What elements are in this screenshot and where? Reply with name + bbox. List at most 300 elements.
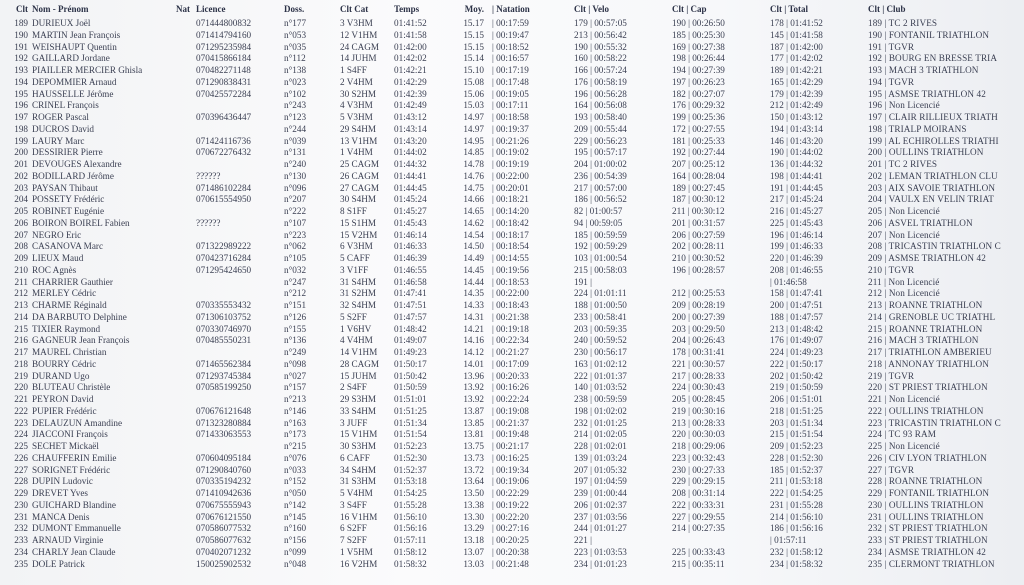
cell-total: 200 | 01:47:51: [770, 300, 823, 310]
cell-dossard: n°098: [284, 358, 307, 369]
cell-licence: 070615554950: [196, 194, 252, 205]
cell-moyenne: 14.16: [463, 335, 484, 346]
cell-natation: | 00:21:17: [492, 441, 529, 451]
cell-club: 208 | TRICASTIN TRIATHLON C: [868, 241, 1001, 252]
cell-moyenne: 13.29: [463, 523, 484, 534]
cell-moyenne: 15.03: [463, 100, 484, 111]
cell-clt-cat: 8 S1FF: [340, 206, 367, 216]
cell-dossard: n°155: [284, 323, 307, 334]
cell-velo: 215 | 00:58:03: [574, 264, 627, 275]
cell-club: 226 | CIV LYON TRIATHLON: [868, 452, 987, 463]
cell-clt: 196: [14, 100, 28, 111]
cell-natation: | 00:19:02: [492, 147, 529, 158]
cell-natation: | 00:19:56: [492, 264, 529, 275]
cell-total: 216 | 01:45:27: [770, 206, 823, 216]
cell-cap: 192 | 00:27:44: [672, 147, 725, 158]
cell-dossard: n°249: [284, 347, 307, 357]
cell-temps: 01:42:00: [394, 41, 427, 52]
cell-clt: 201: [14, 159, 28, 169]
cell-licence: 070675555943: [196, 499, 252, 510]
cell-velo: 163 | 01:02:12: [574, 358, 627, 369]
cell-moyenne: 14.78: [463, 159, 484, 169]
header-club: Clt | Club: [868, 4, 906, 14]
cell-natation: | 00:21:26: [492, 135, 529, 146]
cell-nom-prenom: GUICHARD Blandine: [32, 499, 116, 510]
cell-moyenne: 14.21: [463, 323, 484, 334]
cell-club: 190 | FONTANIL TRIATHLON: [868, 29, 990, 40]
cell-natation: | 00:16:26: [492, 382, 529, 393]
cell-dossard: n°039: [284, 135, 307, 146]
cell-nom-prenom: DUCROS David: [32, 123, 95, 134]
cell-clt-cat: 3 V3HM: [340, 18, 373, 28]
cell-club: 194 | TGVR: [868, 76, 915, 87]
cell-club: 235 | CLERMONT TRIATHLON: [868, 558, 995, 569]
cell-velo: 213 | 00:56:42: [574, 29, 627, 40]
cell-club: 219 | TGVR: [868, 370, 915, 381]
cell-total: 199 | 01:46:33: [770, 241, 823, 252]
cell-cap: 225 | 00:33:43: [672, 546, 725, 557]
cell-temps: 01:51:34: [394, 417, 427, 428]
cell-cap: 172 | 00:27:55: [672, 123, 725, 134]
cell-clt-cat: 6 S2FF: [340, 523, 367, 534]
cell-total: 206 | 01:51:01: [770, 394, 823, 404]
cell-cap: 164 | 00:28:04: [672, 170, 725, 181]
cell-total: 220 | 01:46:39: [770, 253, 823, 263]
cell-temps: 01:57:11: [394, 535, 427, 545]
cell-moyenne: 14.01: [463, 358, 484, 369]
header-licence: Licence: [196, 4, 226, 14]
cell-dossard: n°212: [284, 288, 307, 299]
table-row: [0, 112, 1024, 124]
cell-natation: | 00:22:00: [492, 170, 529, 181]
cell-club: 217 | TRIATHLON AMBERIEU: [868, 347, 992, 357]
cell-total: 213 | 01:48:42: [770, 323, 823, 334]
cell-club: 215 | ROANNE TRIATHLON: [868, 323, 983, 334]
cell-nom-prenom: DEVOUGES Alexandre: [32, 159, 122, 169]
cell-licence: 070330746970: [196, 323, 252, 334]
cell-nom-prenom: DURIEUX Joël: [32, 18, 91, 28]
cell-clt-cat: 31 S4HM: [340, 276, 376, 287]
cell-licence: 071290840760: [196, 464, 252, 475]
cell-cap: 200 | 00:27:39: [672, 311, 725, 322]
table-row: [0, 18, 1024, 30]
cell-nom-prenom: MANCA Denis: [32, 511, 90, 522]
cell-nom-prenom: DURAND Ugo: [32, 370, 90, 381]
table-row: [0, 171, 1024, 183]
cell-clt: 205: [14, 206, 28, 216]
cell-nom-prenom: DA BARBUTO Delphine: [32, 311, 127, 322]
cell-temps: 01:43:14: [394, 123, 427, 134]
cell-total: 186 | 01:56:16: [770, 523, 823, 534]
cell-clt-cat: 6 CAFF: [340, 452, 370, 463]
cell-club: 222 | OULLINS TRIATHLON: [868, 405, 984, 416]
cell-club: 210 | TGVR: [868, 264, 915, 275]
cell-total: 187 | 01:42:00: [770, 41, 823, 52]
cell-club: 224 | TC 93 RAM: [868, 429, 937, 440]
cell-temps: 01:45:24: [394, 194, 427, 205]
cell-nom-prenom: GAGNEUR Jean François: [32, 335, 130, 346]
header-nat: Nat: [176, 4, 190, 14]
cell-natation: | 00:19:37: [492, 123, 529, 134]
cell-club: 216 | MACH 3 TRIATHLON: [868, 335, 979, 346]
cell-total: 214 | 01:56:10: [770, 511, 823, 522]
cell-nom-prenom: PIAILLER MERCIER Ghisla: [32, 65, 143, 75]
cell-temps: 01:42:21: [394, 65, 427, 75]
table-row: [0, 559, 1024, 571]
cell-moyenne: 15.17: [463, 18, 484, 28]
cell-temps: 01:43:12: [394, 112, 427, 122]
cell-moyenne: 13.64: [463, 476, 484, 487]
cell-club: 199 | AL ECHIROLLES TRIATHI: [868, 135, 999, 146]
cell-velo: 204 | 01:00:02: [574, 159, 627, 169]
cell-clt: 192: [14, 53, 28, 64]
cell-dossard: n°145: [284, 511, 307, 522]
cell-moyenne: 13.81: [463, 429, 484, 440]
cell-nom-prenom: MERLEY Cédric: [32, 288, 97, 299]
cell-cap: 189 | 00:27:45: [672, 182, 725, 193]
cell-natation: | 00:20:33: [492, 370, 529, 381]
cell-moyenne: 14.97: [463, 112, 484, 122]
cell-natation: | 00:22:34: [492, 335, 529, 346]
cell-club: 212 | Non Licencié: [868, 288, 940, 299]
cell-licence: 070672276432: [196, 147, 252, 158]
cell-nom-prenom: HAUSSELLE Jérôme: [32, 88, 114, 99]
cell-club: 197 | CLAIR RILLIEUX TRIATH: [868, 112, 998, 122]
cell-licence: 070402071232: [196, 546, 252, 557]
cell-velo: 191 |: [574, 276, 592, 287]
cell-velo: 236 | 00:54:39: [574, 170, 627, 181]
cell-cap: 212 | 00:25:53: [672, 288, 725, 299]
cell-clt-cat: 1 V5HM: [340, 546, 373, 557]
cell-moyenne: 15.15: [463, 29, 484, 40]
cell-clt: 235: [14, 558, 28, 569]
header-dossard: Doss.: [284, 4, 305, 14]
cell-club: 207 | Non Licencié: [868, 229, 940, 240]
cell-cap: 169 | 00:27:38: [672, 41, 725, 52]
cell-natation: | 00:19:22: [492, 499, 529, 510]
cell-clt-cat: 34 S4HM: [340, 464, 376, 475]
cell-dossard: n°244: [284, 123, 307, 134]
table-row: [0, 218, 1024, 230]
cell-cap: 206 | 00:27:59: [672, 229, 725, 240]
cell-temps: 01:41:52: [394, 18, 427, 28]
cell-clt: 233: [14, 535, 28, 545]
cell-cap: 229 | 00:29:15: [672, 476, 725, 487]
cell-temps: 01:51:54: [394, 429, 427, 440]
header-clt-cat: Clt Cat: [340, 4, 369, 14]
cell-clt-cat: 15 V2HM: [340, 229, 378, 240]
cell-licence: 071306103752: [196, 311, 252, 322]
cell-nom-prenom: SECHET Mickaël: [32, 441, 99, 451]
cell-dossard: n°247: [284, 276, 307, 287]
cell-velo: 237 | 01:03:56: [574, 511, 627, 522]
cell-moyenne: 14.95: [463, 135, 484, 146]
cell-velo: 82 | 01:00:57: [574, 206, 623, 216]
cell-dossard: n°151: [284, 300, 307, 310]
cell-total: 225 | 01:45:43: [770, 217, 823, 228]
cell-total: 177 | 01:42:02: [770, 53, 823, 64]
cell-clt-cat: 6 V3HM: [340, 241, 373, 252]
cell-cap: 214 | 00:27:35: [672, 523, 725, 534]
cell-cap: 230 | 00:27:33: [672, 464, 725, 475]
cell-temps: 01:52:30: [394, 452, 427, 463]
cell-club: 220 | ST PRIEST TRIATHLON: [868, 382, 988, 393]
cell-temps: 01:42:29: [394, 76, 427, 87]
cell-natation: | 00:19:34: [492, 464, 529, 475]
cell-club: 234 | ASMSE TRIATHLON 42: [868, 546, 986, 557]
cell-cap: 202 | 00:28:11: [672, 241, 725, 252]
cell-natation: | 00:19:08: [492, 405, 529, 416]
cell-club: 221 | Non Licencié: [868, 394, 940, 404]
cell-clt-cat: 5 S2FF: [340, 311, 367, 322]
cell-clt: 193: [14, 65, 28, 75]
cell-club: 223 | TRICASTIN TRIATHLON C: [868, 417, 1001, 428]
cell-clt: 234: [14, 546, 28, 557]
cell-velo: 188 | 01:00:50: [574, 300, 627, 310]
cell-clt-cat: 28 CAGM: [340, 358, 380, 369]
cell-clt: 197: [14, 112, 28, 122]
table-row: [0, 53, 1024, 65]
cell-licence: 070335553432: [196, 300, 252, 310]
cell-total: 194 | 01:43:14: [770, 123, 823, 134]
cell-cap: 181 | 00:25:33: [672, 135, 725, 146]
table-row: [0, 194, 1024, 206]
cell-clt: 212: [14, 288, 28, 299]
cell-dossard: n°156: [284, 535, 307, 545]
cell-cap: 185 | 00:25:30: [672, 29, 725, 40]
table-row: [0, 465, 1024, 477]
cell-clt: 211: [14, 276, 28, 287]
cell-clt: 198: [14, 123, 28, 134]
cell-velo: 228 | 01:02:01: [574, 441, 627, 451]
cell-natation: | 00:20:38: [492, 546, 529, 557]
cell-cap: 190 | 00:26:50: [672, 18, 725, 28]
cell-dossard: n°163: [284, 417, 307, 428]
cell-velo: 244 | 01:01:27: [574, 523, 627, 534]
cell-dossard: n°099: [284, 546, 307, 557]
cell-dossard: n°243: [284, 100, 307, 111]
cell-clt-cat: 15 V1HM: [340, 429, 378, 440]
cell-velo: 232 | 01:01:25: [574, 417, 627, 428]
cell-licence: 071323280884: [196, 417, 252, 428]
cell-clt-cat: 26 CAGM: [340, 170, 380, 181]
cell-velo: 197 | 01:04:59: [574, 476, 627, 487]
table-row: [0, 136, 1024, 148]
cell-dossard: n°157: [284, 382, 307, 393]
cell-nom-prenom: CHARME Réginald: [32, 300, 107, 310]
cell-temps: 01:46:39: [394, 253, 427, 263]
cell-clt-cat: 33 S4HM: [340, 405, 376, 416]
cell-club: 200 | OULLINS TRIATHLON: [868, 147, 984, 158]
cell-clt: 229: [14, 488, 28, 498]
cell-licence: 070485550231: [196, 335, 252, 346]
cell-clt: 200: [14, 147, 28, 158]
cell-dossard: n°136: [284, 335, 307, 346]
cell-clt-cat: 3 JUFF: [340, 417, 368, 428]
cell-velo: 193 | 00:58:40: [574, 112, 627, 122]
cell-moyenne: 13.72: [463, 464, 484, 475]
cell-velo: 239 | 01:00:44: [574, 488, 627, 498]
cell-total: 179 | 01:42:39: [770, 88, 823, 99]
cell-nom-prenom: MAUREL Christian: [32, 347, 107, 357]
cell-natation: | 00:17:09: [492, 358, 529, 369]
cell-temps: 01:46:33: [394, 241, 427, 252]
cell-licence: 071433063553: [196, 429, 252, 440]
cell-licence: 150025902532: [196, 558, 252, 569]
cell-velo: 223 | 01:03:53: [574, 546, 627, 557]
cell-moyenne: 13.30: [463, 511, 484, 522]
cell-total: 158 | 01:47:41: [770, 288, 823, 299]
cell-clt: 216: [14, 335, 28, 346]
cell-clt: 225: [14, 441, 28, 451]
cell-total: 145 | 01:41:58: [770, 29, 823, 40]
cell-natation: | 00:21:48: [492, 558, 529, 569]
cell-cap: 215 | 00:35:11: [672, 558, 725, 569]
cell-clt-cat: 32 S4HM: [340, 300, 376, 310]
cell-cap: 211 | 00:30:12: [672, 206, 725, 216]
cell-clt-cat: 31 S2HM: [340, 288, 376, 299]
table-row: [0, 147, 1024, 159]
cell-temps: 01:49:23: [394, 347, 427, 357]
cell-clt: 194: [14, 76, 28, 87]
cell-licence: 070425572284: [196, 88, 252, 99]
cell-moyenne: 14.85: [463, 147, 484, 158]
cell-natation: | 00:14:55: [492, 253, 529, 263]
cell-licence: 071295424650: [196, 264, 252, 275]
cell-clt-cat: 24 CAGM: [340, 41, 380, 52]
cell-velo: 234 | 01:01:23: [574, 558, 627, 569]
table-row: [0, 453, 1024, 465]
table-header: [0, 0, 1024, 18]
cell-club: 227 | TGVR: [868, 464, 915, 475]
cell-nom-prenom: PEYRON David: [32, 394, 94, 404]
cell-total: 217 | 01:45:24: [770, 194, 823, 205]
cell-temps: 01:51:01: [394, 394, 427, 404]
cell-cap: 178 | 00:31:41: [672, 347, 725, 357]
cell-velo: 229 | 00:56:23: [574, 135, 627, 146]
cell-total: 190 | 01:44:02: [770, 147, 823, 158]
cell-clt-cat: 27 CAGM: [340, 182, 380, 193]
cell-nom-prenom: DUPIN Ludovic: [32, 476, 93, 487]
cell-cap: 207 | 00:25:12: [672, 159, 725, 169]
cell-dossard: n°173: [284, 429, 307, 440]
cell-total: 211 | 01:53:18: [770, 476, 823, 487]
cell-licence: 071410942636: [196, 488, 252, 498]
cell-clt: 208: [14, 241, 28, 252]
table-row: [0, 394, 1024, 406]
cell-temps: 01:43:20: [394, 135, 427, 146]
cell-dossard: n°126: [284, 311, 307, 322]
cell-temps: 01:53:18: [394, 476, 427, 487]
header-clt: Clt: [16, 4, 28, 14]
cell-nom-prenom: JIACCONI François: [32, 429, 108, 440]
cell-total: 231 | 01:55:28: [770, 499, 823, 510]
cell-total: 222 | 01:54:25: [770, 488, 823, 498]
cell-nom-prenom: DEPOMMIER Arnaud: [32, 76, 117, 87]
cell-temps: 01:44:32: [394, 159, 427, 169]
cell-licence: 071486102284: [196, 182, 252, 193]
cell-clt: 209: [14, 253, 28, 263]
cell-licence: 070676121648: [196, 405, 252, 416]
cell-moyenne: 13.87: [463, 405, 484, 416]
cell-dossard: n°032: [284, 264, 307, 275]
cell-moyenne: 14.50: [463, 241, 484, 252]
cell-licence: 070335194232: [196, 476, 252, 487]
cell-nom-prenom: DREVET Yves: [32, 488, 88, 498]
cell-cap: 205 | 00:28:45: [672, 394, 725, 404]
cell-nom-prenom: ROBINET Eugénie: [32, 206, 105, 216]
table-row: [0, 159, 1024, 171]
cell-natation: | 00:17:48: [492, 76, 529, 87]
cell-nom-prenom: DOLE Patrick: [32, 558, 85, 569]
cell-total: 191 | 01:44:45: [770, 182, 823, 193]
cell-club: 189 | TC 2 RIVES: [868, 18, 938, 28]
cell-total: 228 | 01:52:30: [770, 452, 823, 463]
cell-temps: 01:42:39: [394, 88, 427, 99]
cell-natation: | 00:19:48: [492, 429, 529, 440]
cell-velo: 94 | 00:59:05: [574, 217, 623, 228]
cell-velo: 230 | 00:56:17: [574, 347, 627, 357]
cell-temps: 01:42:02: [394, 53, 427, 64]
cell-cap: 222 | 00:33:31: [672, 499, 725, 510]
cell-dossard: n°223: [284, 229, 307, 240]
cell-velo: 238 | 00:59:59: [574, 394, 627, 404]
cell-dossard: n°096: [284, 182, 307, 193]
table-row: [0, 406, 1024, 418]
cell-clt-cat: 31 S3HM: [340, 476, 376, 487]
cell-club: 204 | VAULX EN VELIN TRIAT: [868, 194, 994, 205]
cell-moyenne: 15.10: [463, 65, 484, 75]
cell-moyenne: 14.33: [463, 300, 484, 310]
cell-cap: 187 | 00:30:12: [672, 194, 725, 205]
cell-moyenne: 14.45: [463, 264, 484, 275]
cell-cap: 196 | 00:28:57: [672, 264, 725, 275]
cell-clt-cat: 1 V4HM: [340, 147, 373, 158]
cell-total: 165 | 01:42:29: [770, 76, 823, 87]
cell-velo: 103 | 01:00:54: [574, 253, 627, 263]
cell-clt-cat: 1 S4FF: [340, 65, 367, 75]
cell-natation: | 00:14:20: [492, 206, 529, 216]
cell-clt-cat: 2 V4HM: [340, 76, 373, 87]
cell-natation: | 00:22:24: [492, 394, 529, 404]
table-row: [0, 77, 1024, 89]
cell-velo: 160 | 00:58:22: [574, 53, 627, 64]
cell-natation: | 00:18:53: [492, 276, 529, 287]
cell-temps: 01:50:17: [394, 358, 427, 369]
cell-dossard: n°053: [284, 29, 307, 40]
cell-club: 218 | ANNONAY TRIATHLON: [868, 358, 989, 369]
table-row: [0, 42, 1024, 54]
cell-clt: 207: [14, 229, 28, 240]
cell-moyenne: 13.85: [463, 417, 484, 428]
cell-clt-cat: 16 V2HM: [340, 558, 378, 569]
cell-moyenne: 14.35: [463, 288, 484, 299]
cell-nom-prenom: DELAUZUN Amandine: [32, 417, 123, 428]
cell-clt-cat: 29 S3HM: [340, 394, 376, 404]
cell-moyenne: 15.08: [463, 76, 484, 87]
cell-temps: 01:52:23: [394, 441, 427, 451]
cell-total: | 01:57:11: [770, 535, 807, 545]
header-nom-prenom: Nom - Prénom: [32, 4, 89, 14]
cell-velo: 240 | 00:59:52: [574, 335, 627, 346]
cell-temps: 01:55:28: [394, 499, 427, 510]
cell-natation: | 00:18:52: [492, 41, 529, 52]
cell-clt-cat: 5 V3HM: [340, 112, 373, 122]
cell-nom-prenom: DUMONT Emmanuelle: [32, 523, 121, 534]
cell-velo: 217 | 00:57:00: [574, 182, 627, 193]
cell-total: 222 | 01:50:17: [770, 358, 823, 369]
cell-cap: 227 | 00:29:55: [672, 511, 725, 522]
